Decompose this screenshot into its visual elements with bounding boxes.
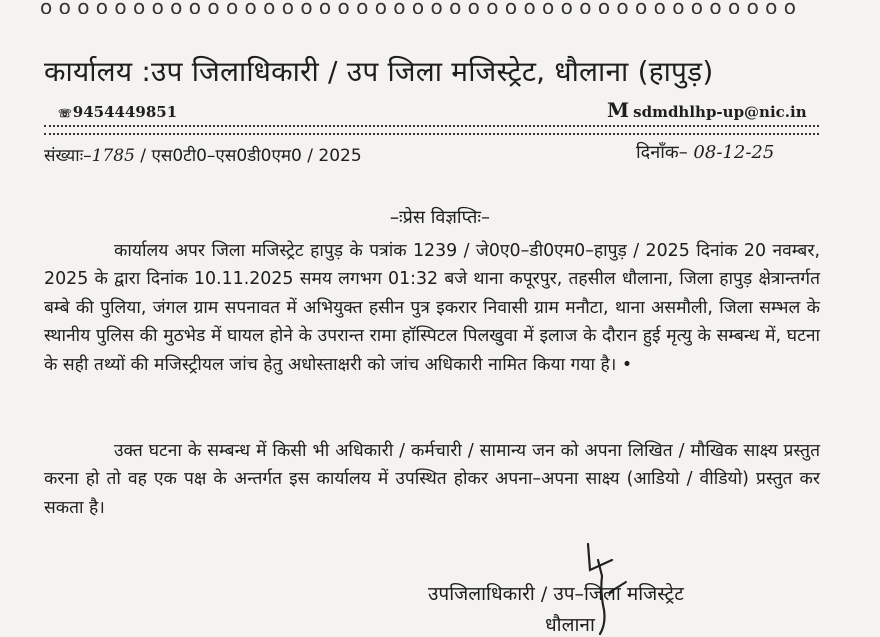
reference-code: / एस0टी0–एस0डी0एम0 / 2025 (134, 146, 362, 166)
date-label: दिनाँक– (636, 142, 694, 163)
header-divider-top (44, 125, 819, 127)
issue-date (636, 140, 774, 164)
office-title: कार्यालय :उप जिलाधिकारी / उप जिला मजिस्ट्रेट, धौलाना (हापुड़) (44, 55, 714, 88)
reference-number (44, 143, 362, 166)
reference-handwritten-number: 1785 (91, 146, 135, 166)
phone-icon: ☏ (58, 107, 72, 120)
press-release-heading: –ःप्रेस विज्ञप्तिः– (389, 207, 491, 228)
phone-number: 9454449851 (72, 103, 178, 121)
top-border-pattern: o o o o o o o o o o o o o o o o o o o o o o o o o o o o o o o o o o o o o o o o o (40, 0, 796, 14)
notice-paragraph-1 (44, 237, 820, 379)
email-icon: M (607, 98, 630, 122)
contact-email (607, 98, 807, 122)
notice-paragraph-2-text: उक्त घटना के सम्बन्ध में किसी भी अधिकारी / कर्मचारी / सामान्य जन को अपना लिखित / मौखिक साक्ष्य प्रस्तुत करना हो तो वह एक पक्ष के अन्तर्गत इस कार्यालय में उपस्थित होकर अपना–अपना साक्ष्य (आडियो / वीडियो) प्रस्तुत कर सकता है। (44, 441, 820, 518)
reference-label: संख्याः– (44, 146, 92, 166)
email-address: sdmdhlhp-up@nic.in (633, 103, 807, 121)
date-handwritten-value: 08-12-25 (693, 142, 775, 163)
notice-paragraph-2 (44, 437, 820, 522)
signatory-place: धौलाना (545, 614, 595, 636)
header-divider-bottom (44, 133, 819, 135)
contact-phone (58, 103, 177, 121)
signatory-designation: उपजिलाधिकारी / उप–जिला मजिस्ट्रेट (428, 583, 684, 605)
notice-paragraph-1-text: कार्यालय अपर जिला मजिस्ट्रेट हापुड़ के पत्रांक 1239 / जे0ए0–डी0एम0–हापुड़ / 2025 दिनांक 20 नवम्बर, 2025 के द्वारा दिनांक 10.11.2025 समय लगभग 01:32 बजे थाना कपूरपुर, तहसील धौलाना, जिला हापुड़ क्षेत्रान्तर्गत बम्बे की पुलिया, जंगल ग्राम सपनावत में अभियुक्त हसीन पुत्र इकरार निवासी ग्राम मनौटा, थाना असमौली, जिला सम्भल के स्थानीय पुलिस की मुठभेड में घायल होने के उपरान्त रामा हॉस्पिटल पिलखुवा में इलाज के दौरान हुई मृत्यु के सम्बन्ध में, घटना के सही तथ्यों की मजिस्ट्रीयल जांच हेतु अधोस्ताक्षरी को जांच अधिकारी नामित किया गया है। • (44, 241, 820, 375)
